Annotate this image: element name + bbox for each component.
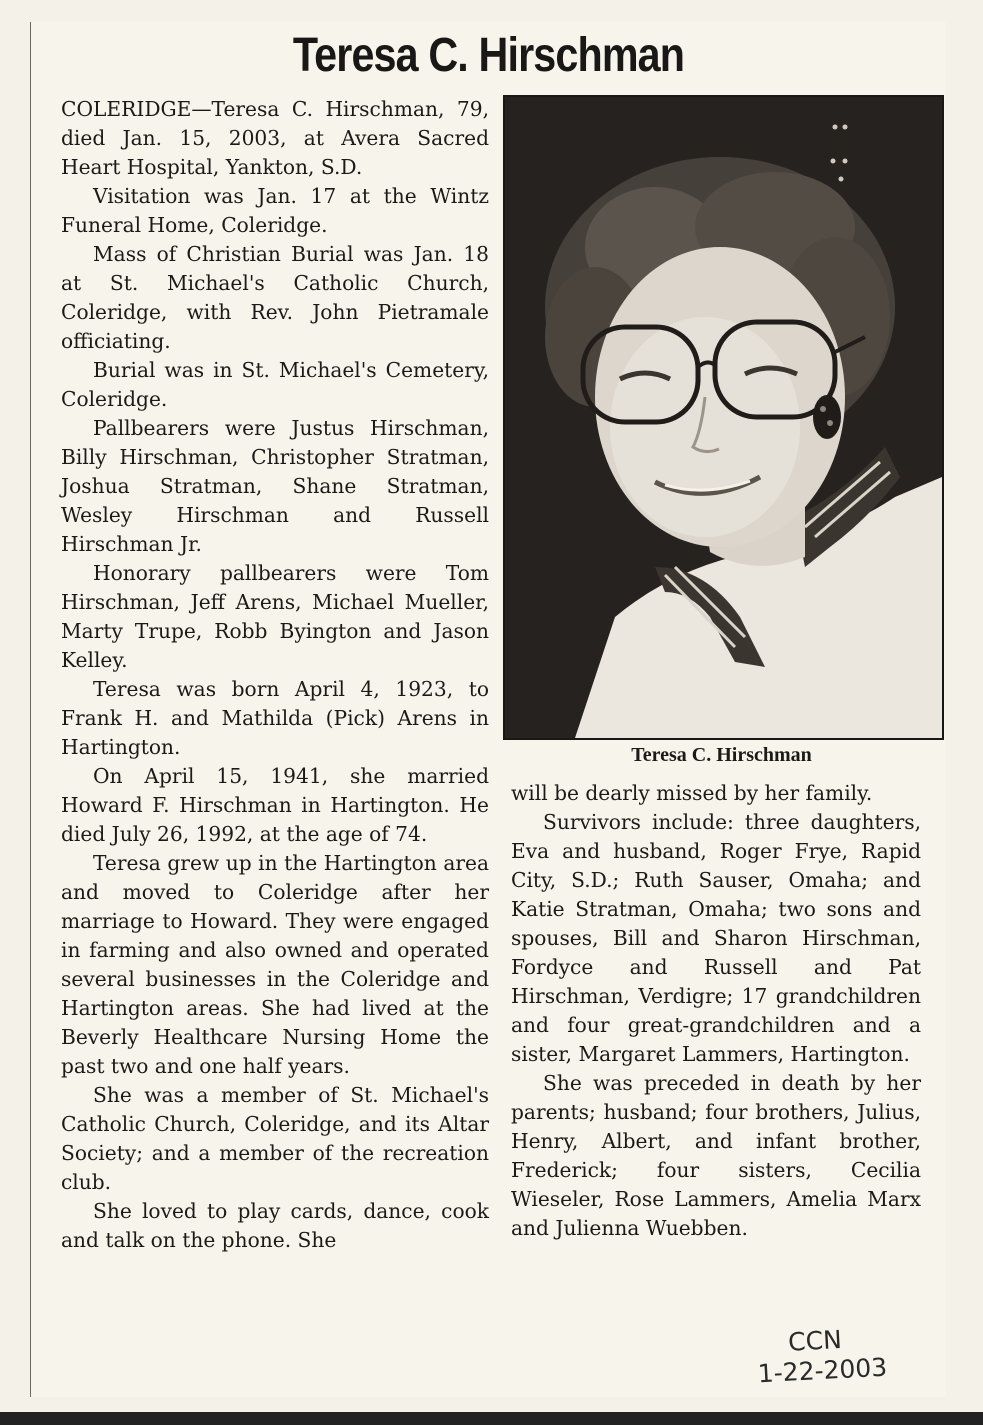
paragraph: Pallbearers were Justus Hirschman, Billy Hirschman, Christopher Stratman, Joshua Stratman, Shane Stratman, Wesley Hirschman and Russell Hirschman Jr. (61, 416, 489, 556)
paragraph: She loved to play cards, dance, cook and talk on the phone. She (61, 1199, 489, 1252)
paragraph: Burial was in St. Michael's Cemetery, Coleridge. (61, 358, 489, 411)
paragraph: Survivors include: three daughters, Eva and husband, Roger Frye, Rapid City, S.D.; Ruth Sauser, Omaha; and Katie Stratman, Omaha; two sons and spouses, Bill and Sharon Hirschman, Fordyce and Russell and Pat Hirschman, Verdigre; 17 grandchildren and four great-grandchildren and a sister, Margaret Lammers, Hartington. (511, 810, 921, 1066)
photo-caption: Teresa C. Hirschman (631, 744, 812, 766)
scan-edge (0, 1412, 983, 1425)
portrait-photo (503, 95, 944, 740)
left-text-column (61, 95, 489, 1255)
paragraph: Visitation was Jan. 17 at the Wintz Funeral Home, Coleridge. (61, 184, 489, 237)
handwritten-note (756, 1323, 888, 1390)
paragraph: COLERIDGE—Teresa C. Hirschman, 79, died Jan. 15, 2003, at Avera Sacred Heart Hospital, Yankton, S.D. (61, 97, 489, 179)
paragraph: will be dearly missed by her family. (511, 781, 873, 805)
paragraph: Honorary pallbearers were Tom Hirschman, Jeff Arens, Michael Mueller, Marty Trupe, Robb Byington and Jason Kelley. (61, 561, 489, 672)
paragraph: Teresa was born April 4, 1923, to Frank H. and Mathilda (Pick) Arens in Hartington. (61, 677, 489, 759)
paragraph: She was a member of St. Michael's Catholic Church, Coleridge, and its Altar Society; and a member of the recreation club. (61, 1083, 489, 1194)
portrait-image (505, 97, 942, 738)
obituary-headline: Teresa C. Hirschman (292, 29, 685, 82)
paragraph: Mass of Christian Burial was Jan. 18 at St. Michael's Catholic Church, Coleridge, with Rev. John Pietramale officiating. (61, 242, 489, 353)
paragraph: Teresa grew up in the Hartington area and moved to Coleridge after her marriage to Howard. They were engaged in farming and also owned and operated several businesses in the Coleridge and Hartington areas. She had lived at the Beverly Healthcare Nursing Home the past two and one half years. (61, 851, 489, 1078)
handwritten-source: CCN (787, 1324, 843, 1357)
paragraph: On April 15, 1941, she married Howard F. Hirschman in Hartington. He died July 26, 1992, at the age of 74. (61, 764, 489, 846)
paragraph: She was preceded in death by her parents; husband; four brothers, Julius, Henry, Albert, and infant brother, Frederick; four sisters, Cecilia Wieseler, Rose Lammers, Amelia Marx and Julienna Wuebben. (511, 1071, 921, 1240)
handwritten-date: 1-22-2003 (757, 1352, 888, 1389)
right-text-column (511, 779, 921, 1243)
newspaper-clipping (30, 22, 946, 1397)
